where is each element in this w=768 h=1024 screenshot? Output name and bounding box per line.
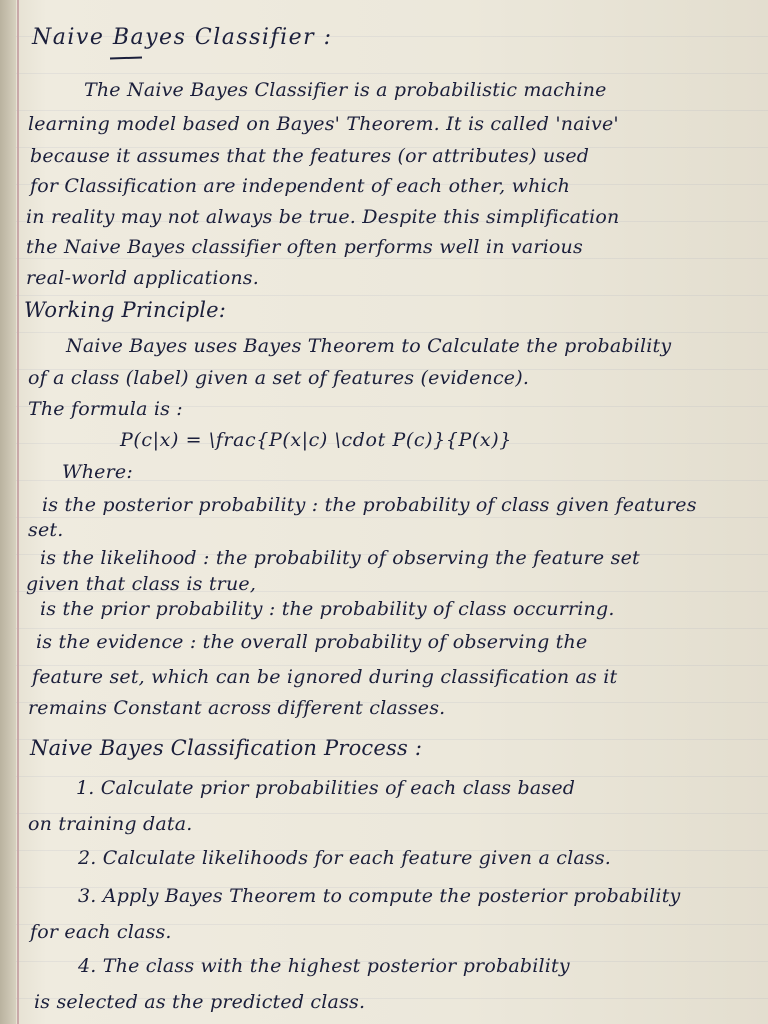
working-line-2: of a class (label) given a set of features (evidence). — [28, 367, 530, 389]
intro-line-6: the Naive Bayes classifier often performs well in various — [26, 236, 583, 258]
where-evidence-cont-2: remains Constant across different classes. — [28, 697, 446, 719]
working-line-1: Naive Bayes uses Bayes Theorem to Calculate the probability — [66, 335, 672, 357]
title-underline — [110, 56, 142, 59]
where-posterior-cont: set. — [28, 519, 64, 541]
intro-line-1: The Naive Bayes Classifier is a probabilistic machine — [84, 79, 607, 101]
process-step-1: 1. Calculate prior probabilities of each class based — [76, 777, 576, 799]
page-binding — [0, 0, 16, 1024]
where-likelihood: is the likelihood : the probability of observing the feature set — [40, 547, 640, 569]
where-evidence-cont-1: feature set, which can be ignored during classification as it — [32, 666, 618, 688]
process-step-4-cont: is selected as the predicted class. — [34, 991, 366, 1013]
intro-line-2: learning model based on Bayes' Theorem. It is called 'naive' — [28, 113, 619, 135]
working-line-3: The formula is : — [28, 398, 183, 420]
intro-line-4: for Classification are independent of each other, which — [30, 175, 571, 197]
process-step-3: 3. Apply Bayes Theorem to compute the posterior probability — [78, 885, 681, 907]
page-title: Naive Bayes Classifier : — [32, 25, 333, 50]
bayes-formula: P(c|x) = \frac{P(x|c) \cdot P(c)}{P(x)} — [120, 429, 512, 451]
where-evidence: is the evidence : the overall probability of observing the — [36, 631, 588, 653]
process-step-3-cont: for each class. — [30, 921, 172, 943]
process-step-1-cont: on training data. — [28, 813, 193, 835]
intro-line-3: because it assumes that the features (or attributes) used — [30, 145, 590, 167]
where-label: Where: — [62, 461, 133, 483]
intro-line-5: in reality may not always be true. Despite this simplification — [26, 206, 620, 228]
where-prior: is the prior probability : the probability of class occurring. — [40, 598, 615, 620]
process-step-2: 2. Calculate likelihoods for each feature given a class. — [78, 847, 612, 869]
where-likelihood-cont: given that class is true, — [26, 573, 257, 595]
process-heading: Naive Bayes Classification Process : — [30, 736, 423, 760]
margin-line — [17, 0, 19, 1024]
process-step-4: 4. The class with the highest posterior probability — [78, 955, 570, 977]
intro-line-7: real-world applications. — [26, 267, 259, 289]
working-principle-heading: Working Principle: — [24, 298, 227, 322]
where-posterior: is the posterior probability : the probability of class given features — [42, 494, 697, 516]
